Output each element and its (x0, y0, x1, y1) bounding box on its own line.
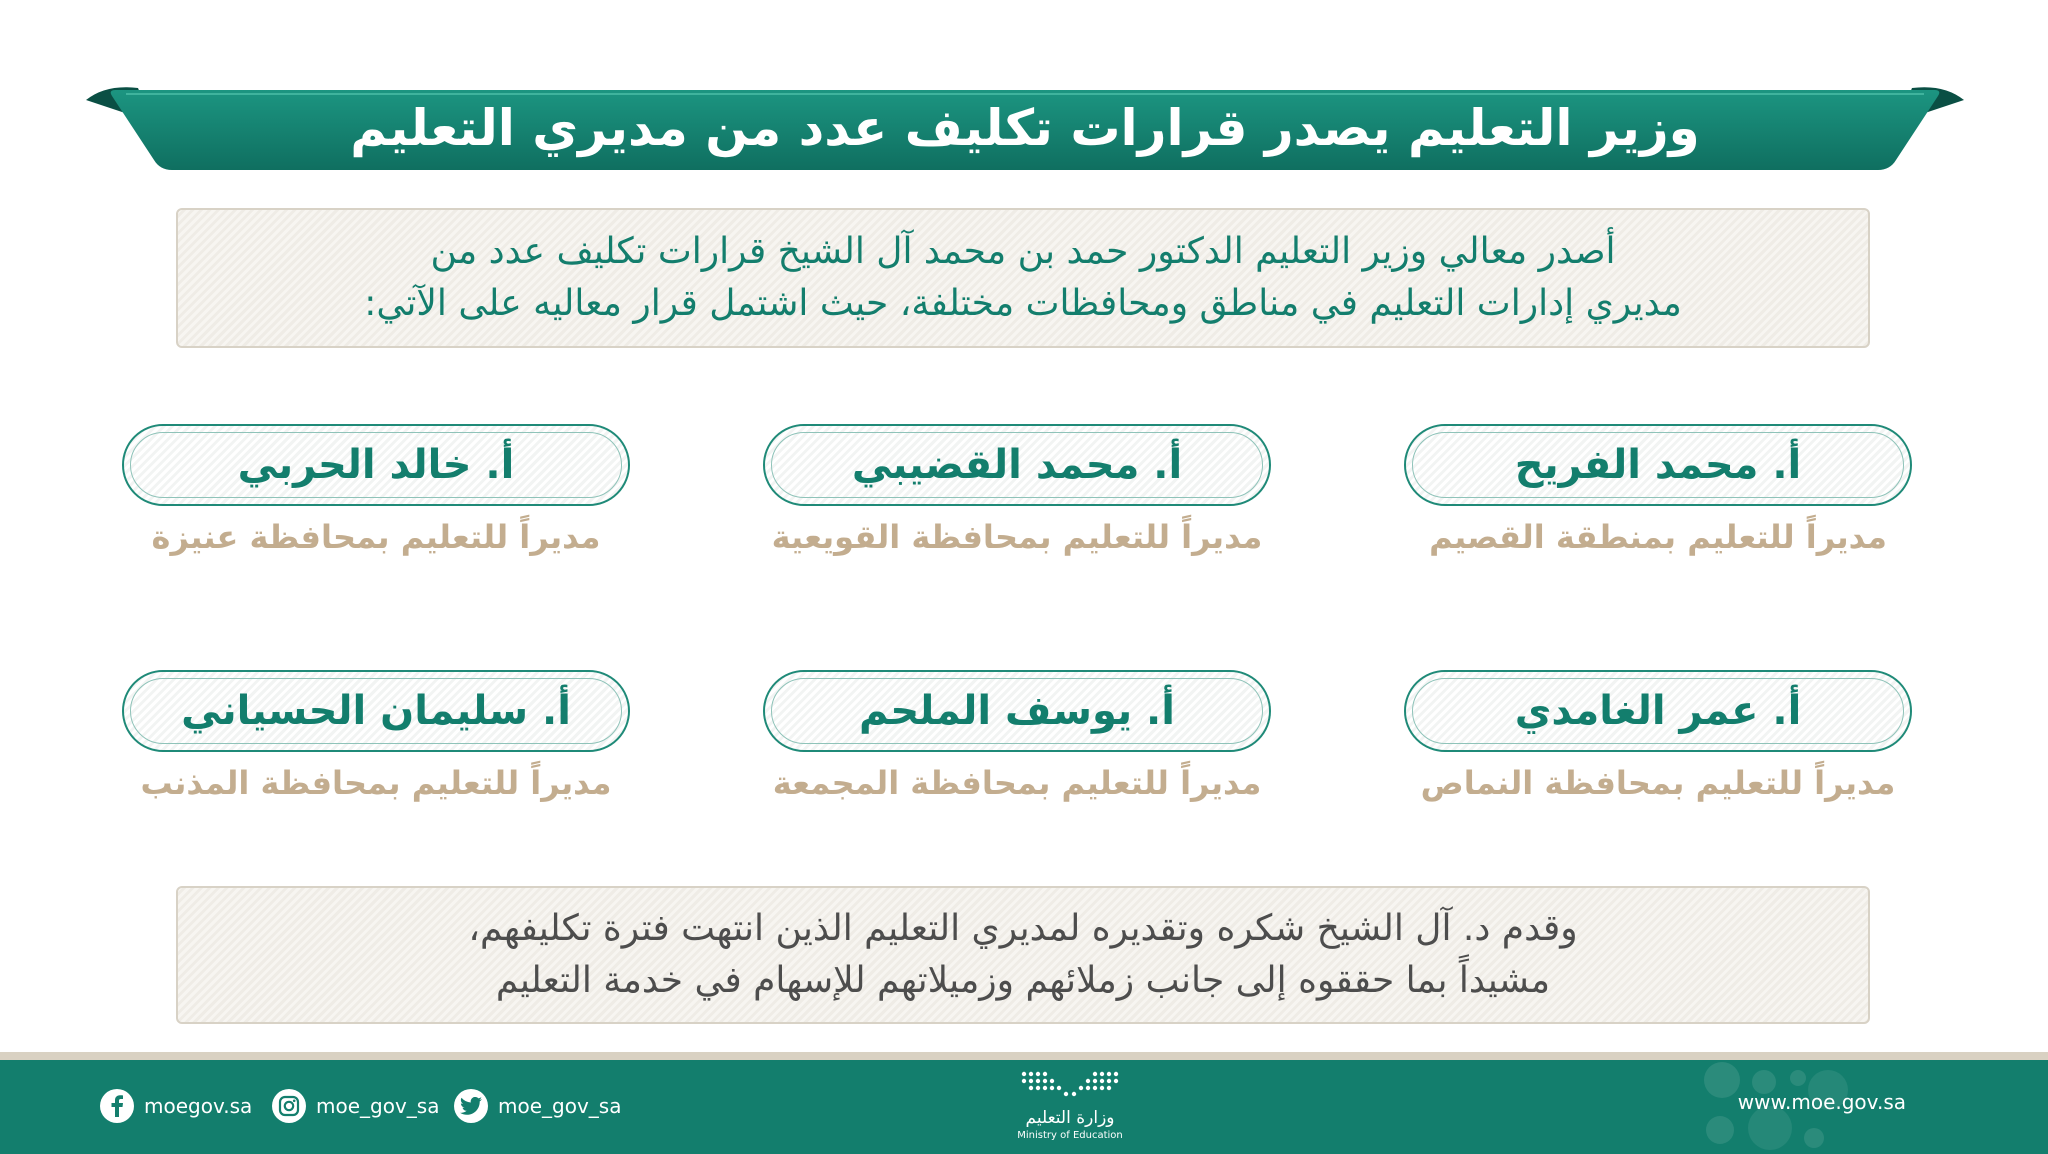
website-link[interactable]: www.moe.gov.sa (1737, 1090, 1906, 1114)
intro-line-2: مديري إدارات التعليم في مناطق ومحافظات مختلفة، حيث اشتمل قرار معاليه على الآتي: (364, 283, 1682, 324)
appointee-role: مديراً للتعليم بمنطقة القصيم (1429, 518, 1887, 556)
appointee-name: أ. عمر الغامدي (1514, 688, 1802, 734)
twitter-handle: moe_gov_sa (498, 1094, 622, 1118)
intro-box (176, 208, 1870, 348)
appointee-name: أ. يوسف الملحم (859, 688, 1175, 734)
appointee-role: مديراً للتعليم بمحافظة عنيزة (151, 518, 601, 556)
intro-line-1: أصدر معالي وزير التعليم الدكتور حمد بن محمد آل الشيخ قرارات تكليف عدد من (430, 231, 1616, 272)
appointment-card-6 (122, 670, 630, 752)
appointee-name: أ. محمد الفريح (1514, 442, 1802, 488)
appointee-name: أ. خالد الحربي (237, 442, 515, 488)
appointee-role: مديراً للتعليم بمحافظة النماص (1420, 764, 1896, 802)
appointment-card-3 (122, 424, 630, 506)
ministry-logo (960, 1068, 1180, 1148)
appointee-role: مديراً للتعليم بمحافظة المجمعة (772, 764, 1262, 802)
appointee-name: أ. محمد القضيبي (851, 442, 1183, 488)
appointment-card-1 (1404, 424, 1912, 506)
twitter-icon (454, 1089, 488, 1123)
instagram-handle: moe_gov_sa (316, 1094, 440, 1118)
instagram-icon (272, 1089, 306, 1123)
twitter-link[interactable] (454, 1088, 621, 1124)
appointment-card-5 (763, 670, 1271, 752)
appointee-role: مديراً للتعليم بمحافظة القويعية (771, 518, 1263, 556)
instagram-link[interactable] (272, 1088, 439, 1124)
appointee-role: مديراً للتعليم بمحافظة المذنب (140, 764, 612, 802)
appointee-name: أ. سليمان الحسياني (181, 688, 571, 734)
footer-divider (0, 1052, 2048, 1060)
outro-box (176, 886, 1870, 1024)
title-ribbon (86, 82, 1964, 174)
facebook-link[interactable] (100, 1088, 252, 1124)
facebook-handle: moegov.sa (144, 1094, 253, 1118)
ministry-logo-icon (1020, 1068, 1120, 1102)
ministry-name-en: Ministry of Education (1017, 1130, 1123, 1141)
appointment-card-4 (1404, 670, 1912, 752)
outro-line-2: مشيداً بما حققوه إلى جانب زملائهم وزميلاتهم للإسهام في خدمة التعليم (495, 960, 1551, 1001)
appointment-card-2 (763, 424, 1271, 506)
ministry-name-ar: وزارة التعليم (1025, 1108, 1115, 1128)
outro-line-1: وقدم د. آل الشيخ شكره وتقديره لمديري التعليم الذين انتهت فترة تكليفهم، (468, 908, 1578, 949)
facebook-icon (100, 1089, 134, 1123)
page-title: وزير التعليم يصدر قرارات تكليف عدد من مديري التعليم (350, 99, 1700, 157)
footer-bar (0, 1060, 2048, 1154)
